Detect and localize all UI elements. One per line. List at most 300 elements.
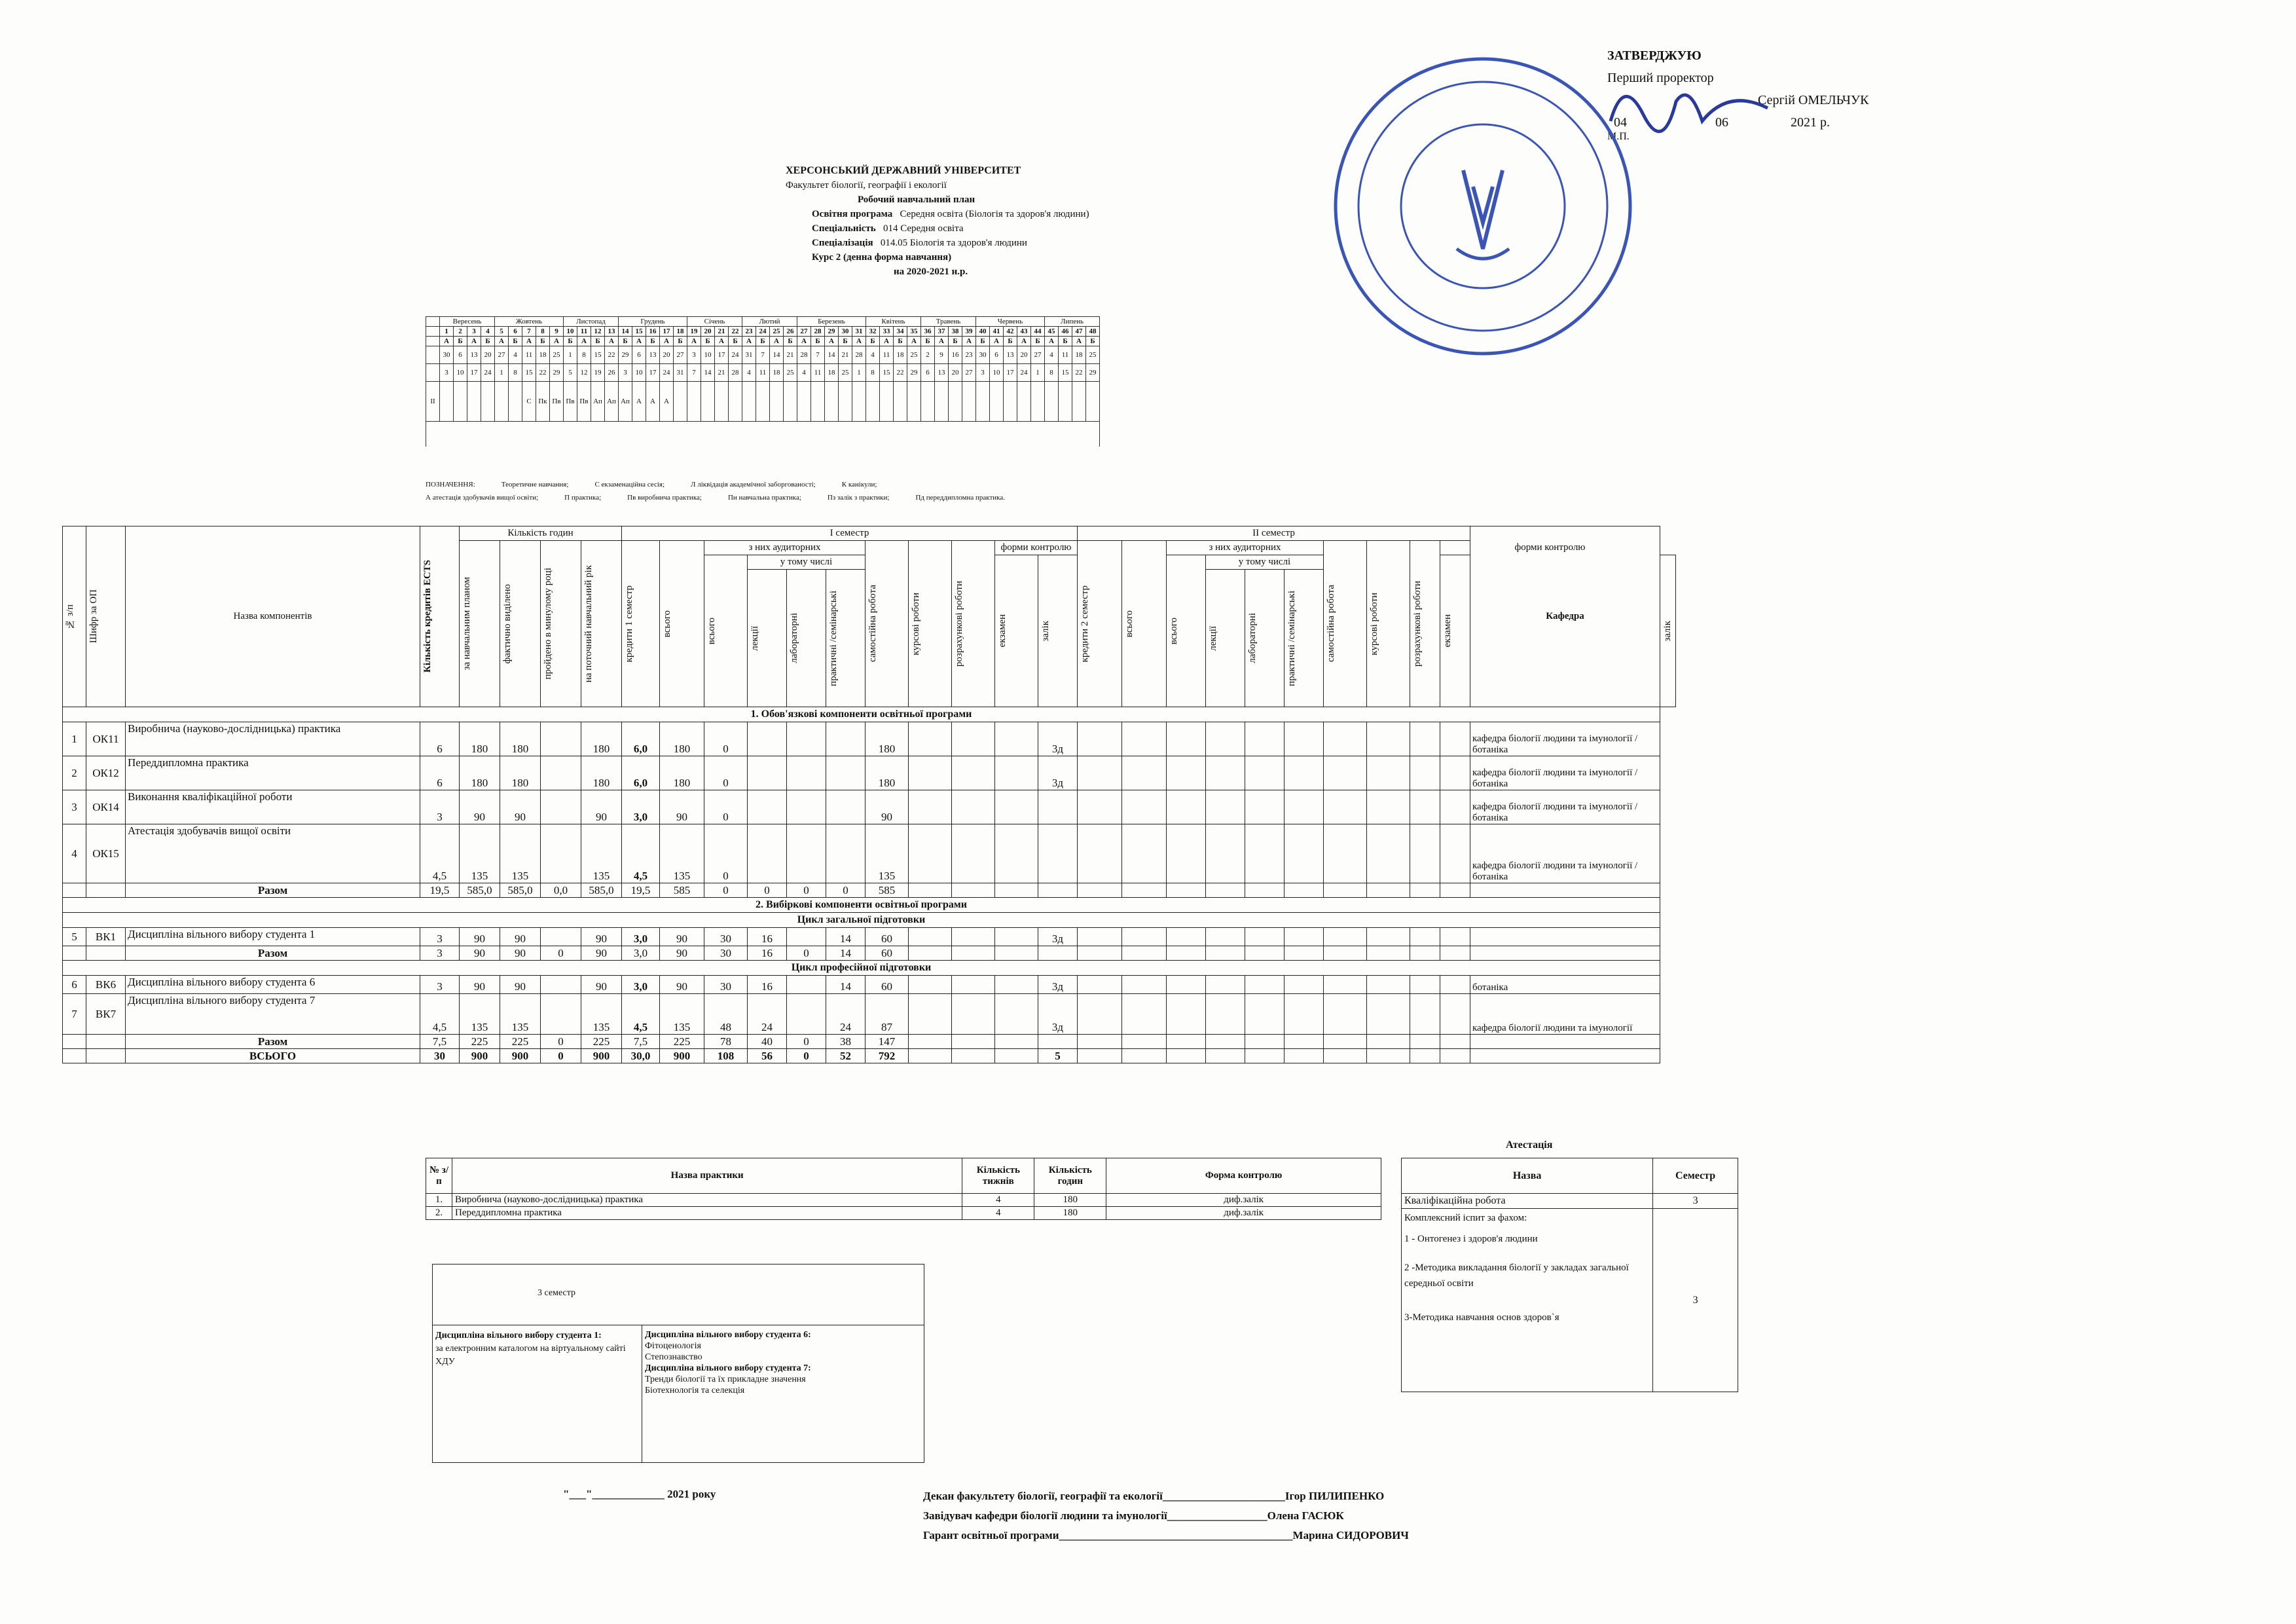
row-lab bbox=[787, 976, 826, 994]
sum-empty bbox=[1078, 1035, 1122, 1049]
sum-cur: 225 bbox=[581, 1035, 622, 1049]
row-code: ОК11 bbox=[86, 722, 126, 756]
sum-aud: 78 bbox=[704, 1035, 748, 1049]
row-sem2-cell bbox=[1324, 976, 1367, 994]
row-sem2-cell bbox=[1324, 994, 1367, 1035]
attestation-table bbox=[1401, 1158, 1738, 1392]
row-sem2-cell bbox=[1206, 756, 1245, 790]
week-start: 27 bbox=[1031, 346, 1045, 364]
practice-h-form: Форма контролю bbox=[1106, 1158, 1381, 1194]
week-end: 24 bbox=[481, 364, 495, 382]
row-num: 3 bbox=[63, 790, 86, 824]
month-cell: Січень bbox=[687, 317, 742, 327]
legend-item: С екзаменаційна сесія; bbox=[594, 481, 665, 489]
row-plan: 90 bbox=[460, 790, 500, 824]
week-start: 30 bbox=[976, 346, 990, 364]
row-exam bbox=[995, 928, 1038, 946]
cycle-2-title: Цикл професійної підготовки bbox=[63, 961, 1660, 976]
col-incl2: у тому числі bbox=[1206, 555, 1324, 570]
academic-year: на 2020-2021 н.р. bbox=[894, 267, 968, 277]
week-start: 2 bbox=[921, 346, 935, 364]
row-calc bbox=[952, 790, 995, 824]
row-sem2-cell bbox=[1367, 976, 1410, 994]
row-fact: 135 bbox=[500, 994, 541, 1035]
row-fact: 180 bbox=[500, 722, 541, 756]
week-start: 6 bbox=[990, 346, 1004, 364]
row-tot: 90 bbox=[660, 976, 704, 994]
week-start: 15 bbox=[591, 346, 605, 364]
sum-ects: 3 bbox=[420, 946, 460, 961]
week-start: 25 bbox=[550, 346, 564, 364]
week-number: 43 bbox=[1017, 327, 1031, 337]
row-fact: 135 bbox=[500, 824, 541, 883]
row-fact: 180 bbox=[500, 756, 541, 790]
row-plan: 180 bbox=[460, 756, 500, 790]
col-calc1: розрахункові роботи bbox=[954, 580, 964, 667]
sum-cur: 90 bbox=[581, 946, 622, 961]
col-all2: всього bbox=[1169, 617, 1179, 645]
sum-cr1: 19,5 bbox=[622, 883, 660, 898]
week-number: 10 bbox=[564, 327, 577, 337]
week-start: 7 bbox=[811, 346, 825, 364]
week-end: 11 bbox=[756, 364, 770, 382]
week-type: Б bbox=[921, 337, 935, 346]
table-row bbox=[63, 928, 1676, 946]
sum-test bbox=[1038, 946, 1078, 961]
week-start: 23 bbox=[962, 346, 976, 364]
sum-empty bbox=[1167, 1049, 1206, 1063]
week-type: А bbox=[632, 337, 646, 346]
activity-cell bbox=[742, 382, 756, 422]
row-cred1: 3,0 bbox=[622, 976, 660, 994]
row-self: 87 bbox=[866, 994, 909, 1035]
row-calc bbox=[952, 722, 995, 756]
legend-item: Л ліквідація академічної заборгованості; bbox=[691, 481, 816, 489]
course-label: II bbox=[426, 382, 440, 422]
row-dept bbox=[1470, 928, 1660, 946]
row-prev bbox=[541, 994, 581, 1035]
head-role: Завідувач кафедри біології людини та імунології bbox=[923, 1509, 1167, 1522]
week-number: 15 bbox=[632, 327, 646, 337]
row-self: 135 bbox=[866, 824, 909, 883]
week-start: 4 bbox=[866, 346, 880, 364]
row-sem2-cell bbox=[1440, 928, 1470, 946]
sum-cw bbox=[909, 1035, 952, 1049]
practice-form: диф.залік bbox=[1106, 1194, 1381, 1207]
week-start: 6 bbox=[454, 346, 467, 364]
week-number: 31 bbox=[852, 327, 866, 337]
sum-empty bbox=[1410, 1035, 1440, 1049]
week-type: А bbox=[577, 337, 591, 346]
week-end: 24 bbox=[660, 364, 674, 382]
week-number: 13 bbox=[605, 327, 619, 337]
sum-lab: 0 bbox=[787, 883, 826, 898]
row-sem2-cell bbox=[1122, 722, 1167, 756]
week-number: 12 bbox=[591, 327, 605, 337]
col-cw2: курсові роботи bbox=[1369, 592, 1379, 655]
sum-empty bbox=[1440, 1049, 1470, 1063]
approval-mp: М.П. bbox=[1607, 131, 1630, 142]
week-start: 20 bbox=[481, 346, 495, 364]
sum-empty bbox=[1367, 946, 1410, 961]
activity-cell: Пв bbox=[577, 382, 591, 422]
row-sem2-cell bbox=[1367, 790, 1410, 824]
activity-cell bbox=[990, 382, 1004, 422]
col-prac1: практичні /семінарські bbox=[828, 590, 839, 686]
dean-name: Ігор ПИЛИПЕНКО bbox=[1285, 1490, 1385, 1502]
week-type: А bbox=[907, 337, 921, 346]
row-sem2-cell bbox=[1324, 722, 1367, 756]
sum-prev: 0,0 bbox=[541, 883, 581, 898]
sum-tot: 585 bbox=[660, 883, 704, 898]
sum-row-1 bbox=[63, 883, 1676, 898]
row-test bbox=[1038, 824, 1078, 883]
approval-role: Перший проректор bbox=[1607, 71, 1714, 85]
row-sem2-cell bbox=[1367, 824, 1410, 883]
legend-item: П практика; bbox=[564, 494, 602, 502]
week-end: 3 bbox=[619, 364, 632, 382]
practice-hours: 180 bbox=[1034, 1207, 1106, 1220]
week-number: 20 bbox=[701, 327, 715, 337]
row-lab bbox=[787, 928, 826, 946]
specialty-label: Спеціальність bbox=[812, 223, 876, 234]
sum-empty bbox=[1206, 1049, 1245, 1063]
week-end: 1 bbox=[495, 364, 509, 382]
row-dept: кафедра біології людини та імунології / ботаніка bbox=[1470, 824, 1660, 883]
row-cred1: 4,5 bbox=[622, 824, 660, 883]
elective-7-item: Тренди біології та їх прикладне значення bbox=[645, 1375, 806, 1384]
week-number: 22 bbox=[729, 327, 742, 337]
sum-cw bbox=[909, 1049, 952, 1063]
date-line: "___"_____________ 2021 року bbox=[563, 1488, 716, 1500]
week-number: 4 bbox=[481, 327, 495, 337]
week-start: 27 bbox=[674, 346, 687, 364]
practice-weeks: 4 bbox=[962, 1194, 1034, 1207]
week-end: 24 bbox=[1017, 364, 1031, 382]
week-end: 8 bbox=[1045, 364, 1059, 382]
row-plan: 90 bbox=[460, 928, 500, 946]
row-pr: 14 bbox=[826, 928, 866, 946]
week-end: 4 bbox=[797, 364, 811, 382]
faculty-name: Факультет біології, географії і екології bbox=[786, 180, 947, 191]
activity-cell: А bbox=[632, 382, 646, 422]
sum-self: 792 bbox=[866, 1049, 909, 1063]
row-cred1: 3,0 bbox=[622, 928, 660, 946]
week-type: Б bbox=[976, 337, 990, 346]
row-ects: 4,5 bbox=[420, 824, 460, 883]
row-sem2-cell bbox=[1078, 928, 1122, 946]
sum-empty bbox=[1367, 883, 1410, 898]
week-type: Б bbox=[591, 337, 605, 346]
row-sem2-cell bbox=[1167, 790, 1206, 824]
row-sem2-cell bbox=[1245, 756, 1285, 790]
sum-calc bbox=[952, 1049, 995, 1063]
guarantor-name: Марина СИДОРОВИЧ bbox=[1292, 1529, 1409, 1541]
row-sem2-cell bbox=[1285, 994, 1324, 1035]
week-type: А bbox=[467, 337, 481, 346]
sum-prev: 0 bbox=[541, 1035, 581, 1049]
week-type: Б bbox=[866, 337, 880, 346]
doc-title: Робочий навчальний план bbox=[858, 194, 975, 205]
att-item: 1 - Онтогенез і здоров'я людини bbox=[1404, 1234, 1538, 1244]
week-type: А bbox=[962, 337, 976, 346]
activity-cell bbox=[770, 382, 784, 422]
row-cur: 90 bbox=[581, 976, 622, 994]
col-cred2: кредити 2 семестр bbox=[1080, 585, 1090, 663]
col-cur: на поточний навчальний рік bbox=[583, 564, 594, 683]
col-cred1: кредити 1 семестр bbox=[624, 585, 634, 663]
row-sem2-cell bbox=[1078, 756, 1122, 790]
sum-empty bbox=[1078, 1049, 1122, 1063]
week-number: 16 bbox=[646, 327, 660, 337]
week-type: Б bbox=[729, 337, 742, 346]
sum-empty bbox=[1206, 1035, 1245, 1049]
week-type: А bbox=[715, 337, 729, 346]
week-end: 17 bbox=[646, 364, 660, 382]
row-fact: 90 bbox=[500, 976, 541, 994]
week-start: 17 bbox=[715, 346, 729, 364]
week-end: 8 bbox=[866, 364, 880, 382]
sum-empty bbox=[1122, 946, 1167, 961]
activity-cell: С bbox=[522, 382, 536, 422]
sum-aud: 108 bbox=[704, 1049, 748, 1063]
row-cw bbox=[909, 994, 952, 1035]
row-aud: 30 bbox=[704, 976, 748, 994]
week-type: Б bbox=[1004, 337, 1017, 346]
week-end: 4 bbox=[742, 364, 756, 382]
activity-cell: Пв bbox=[564, 382, 577, 422]
week-end: 21 bbox=[715, 364, 729, 382]
activity-cell bbox=[701, 382, 715, 422]
col-total1: всього bbox=[662, 610, 672, 638]
week-number: 38 bbox=[949, 327, 962, 337]
row-exam bbox=[995, 994, 1038, 1035]
row-ects: 3 bbox=[420, 790, 460, 824]
activity-cell bbox=[935, 382, 949, 422]
row-test bbox=[1038, 790, 1078, 824]
col-num: № з/п bbox=[65, 604, 75, 629]
att-r2-sem: 3 bbox=[1653, 1209, 1738, 1392]
week-start: 28 bbox=[852, 346, 866, 364]
week-number: 21 bbox=[715, 327, 729, 337]
activity-cell bbox=[495, 382, 509, 422]
activity-cell bbox=[454, 382, 467, 422]
week-end: 25 bbox=[784, 364, 797, 382]
program-label: Освітня програма bbox=[812, 209, 893, 219]
row-sem2-cell bbox=[1167, 824, 1206, 883]
month-cell: Липень bbox=[1045, 317, 1100, 327]
practice-n: 1. bbox=[426, 1194, 452, 1207]
row-lab bbox=[787, 790, 826, 824]
row-sem2-cell bbox=[1122, 790, 1167, 824]
table-row bbox=[63, 994, 1676, 1035]
row-ects: 6 bbox=[420, 756, 460, 790]
row-name: Дисципліна вільного вибору студента 6 bbox=[126, 976, 420, 994]
sum-empty bbox=[1285, 1035, 1324, 1049]
month-cell: Грудень bbox=[619, 317, 687, 327]
week-start: 7 bbox=[756, 346, 770, 364]
week-type: А bbox=[687, 337, 701, 346]
week-start: 28 bbox=[797, 346, 811, 364]
row-lab bbox=[787, 994, 826, 1035]
row-cur: 180 bbox=[581, 722, 622, 756]
row-sem2-cell bbox=[1367, 994, 1410, 1035]
week-type: Б bbox=[839, 337, 852, 346]
col-fact: фактично виділено bbox=[502, 583, 513, 664]
row-aud: 0 bbox=[704, 824, 748, 883]
col-hours: Кількість годин bbox=[460, 526, 622, 541]
row-pr: 14 bbox=[826, 976, 866, 994]
week-number: 23 bbox=[742, 327, 756, 337]
week-end: 15 bbox=[522, 364, 536, 382]
week-start: 11 bbox=[880, 346, 894, 364]
col-lect1: лекції bbox=[750, 625, 760, 651]
activity-cell bbox=[784, 382, 797, 422]
week-start: 4 bbox=[1045, 346, 1059, 364]
row-lab bbox=[787, 722, 826, 756]
activity-cell: А bbox=[660, 382, 674, 422]
row-sem2-cell bbox=[1245, 976, 1285, 994]
signatures: Декан факультету біології, географії та екології______________________Ігор ПИЛИПЕНКО Завідувач кафедри біології людини та імунології__________________Олена ГАСЮК Гарант освітньої програми__________________________________________Марина СИДОРОВИЧ bbox=[923, 1490, 1409, 1541]
row-lab bbox=[787, 824, 826, 883]
sum-pr: 38 bbox=[826, 1035, 866, 1049]
row-num: 5 bbox=[63, 928, 86, 946]
week-start: 18 bbox=[894, 346, 907, 364]
sum-lec: 56 bbox=[748, 1049, 787, 1063]
col-sem2: ІІ семестр bbox=[1078, 526, 1470, 541]
row-cur: 90 bbox=[581, 928, 622, 946]
row-name: Переддипломна практика bbox=[126, 756, 420, 790]
row-sem2-cell bbox=[1167, 976, 1206, 994]
week-type: А bbox=[522, 337, 536, 346]
sum-aud: 30 bbox=[704, 946, 748, 961]
activity-cell: Пв bbox=[550, 382, 564, 422]
row-code: ОК14 bbox=[86, 790, 126, 824]
activity-cell bbox=[866, 382, 880, 422]
row-cred1: 6,0 bbox=[622, 722, 660, 756]
week-end: 10 bbox=[990, 364, 1004, 382]
col-name: Назва компонентів bbox=[126, 526, 420, 707]
week-end: 25 bbox=[839, 364, 852, 382]
week-number: 39 bbox=[962, 327, 976, 337]
document-header bbox=[786, 164, 1309, 279]
row-ects: 4,5 bbox=[420, 994, 460, 1035]
week-end: 28 bbox=[729, 364, 742, 382]
week-start: 29 bbox=[619, 346, 632, 364]
col-code: Шифр за ОП bbox=[88, 589, 99, 644]
week-number: 28 bbox=[811, 327, 825, 337]
month-cell: Жовтень bbox=[495, 317, 564, 327]
activity-cell bbox=[1031, 382, 1045, 422]
sum-num bbox=[63, 1049, 86, 1063]
table-row bbox=[63, 722, 1676, 756]
row-sem2-cell bbox=[1410, 824, 1440, 883]
activity-cell bbox=[1004, 382, 1017, 422]
row-test: 3д bbox=[1038, 756, 1078, 790]
week-number: 30 bbox=[839, 327, 852, 337]
row-exam bbox=[995, 824, 1038, 883]
section-1-title: 1. Обов'язкові компоненти освітньої програми bbox=[63, 707, 1660, 722]
electives-semester: 3 семестр bbox=[538, 1288, 576, 1298]
week-start: 16 bbox=[949, 346, 962, 364]
activity-cell bbox=[1059, 382, 1072, 422]
row-sem2-cell bbox=[1440, 994, 1470, 1035]
col-lab2: лабораторні bbox=[1247, 613, 1258, 663]
week-start: 13 bbox=[646, 346, 660, 364]
week-end: 19 bbox=[591, 364, 605, 382]
col-cw1: курсові роботи bbox=[911, 592, 921, 655]
row-sem2-cell bbox=[1206, 928, 1245, 946]
legend bbox=[426, 478, 1669, 504]
sum-prev: 0 bbox=[541, 946, 581, 961]
legend-item: Пз залік з практики; bbox=[827, 494, 890, 502]
sum-empty bbox=[1206, 883, 1245, 898]
row-sem2-cell bbox=[1122, 824, 1167, 883]
activity-cell: Ап bbox=[591, 382, 605, 422]
row-sem2-cell bbox=[1206, 790, 1245, 824]
approval-day: 04 bbox=[1614, 115, 1627, 130]
row-ects: 6 bbox=[420, 722, 460, 756]
col-self2: самостійна робота bbox=[1326, 585, 1336, 663]
week-end: 1 bbox=[1031, 364, 1045, 382]
row-sem2-cell bbox=[1122, 756, 1167, 790]
row-name: Виконання кваліфікаційної роботи bbox=[126, 790, 420, 824]
sum-row-2 bbox=[63, 946, 1676, 961]
row-ects: 3 bbox=[420, 976, 460, 994]
week-number: 2 bbox=[454, 327, 467, 337]
sum-exam bbox=[995, 946, 1038, 961]
sum-empty bbox=[1470, 946, 1660, 961]
week-type: Б bbox=[454, 337, 467, 346]
row-sem2-cell bbox=[1440, 976, 1470, 994]
sum-self: 147 bbox=[866, 1035, 909, 1049]
row-sem2-cell bbox=[1078, 790, 1122, 824]
row-sem2-cell bbox=[1206, 976, 1245, 994]
week-type: Б bbox=[536, 337, 550, 346]
row-test: 3д bbox=[1038, 722, 1078, 756]
row-sem2-cell bbox=[1245, 994, 1285, 1035]
approval-month: 06 bbox=[1715, 115, 1728, 130]
row-lec: 24 bbox=[748, 994, 787, 1035]
sum-pr: 14 bbox=[826, 946, 866, 961]
row-test: 3д bbox=[1038, 994, 1078, 1035]
sum-num bbox=[63, 883, 86, 898]
row-cred1: 6,0 bbox=[622, 756, 660, 790]
row-sem2-cell bbox=[1245, 928, 1285, 946]
sum-empty bbox=[1167, 946, 1206, 961]
col-aud2: з них аудиторних bbox=[1167, 541, 1324, 555]
sum-label: Разом bbox=[126, 1035, 420, 1049]
row-calc bbox=[952, 928, 995, 946]
activity-cell bbox=[976, 382, 990, 422]
activity-cell bbox=[825, 382, 839, 422]
week-start: 18 bbox=[536, 346, 550, 364]
sum-empty bbox=[1285, 883, 1324, 898]
week-type: Б bbox=[1086, 337, 1100, 346]
row-exam bbox=[995, 722, 1038, 756]
signature-mark bbox=[1597, 62, 1794, 154]
row-sem2-cell bbox=[1440, 824, 1470, 883]
row-self: 180 bbox=[866, 722, 909, 756]
week-number: 33 bbox=[880, 327, 894, 337]
week-start: 3 bbox=[687, 346, 701, 364]
sum-empty bbox=[1440, 946, 1470, 961]
sum-cr1: 30,0 bbox=[622, 1049, 660, 1063]
activity-cell bbox=[797, 382, 811, 422]
sum-self: 585 bbox=[866, 883, 909, 898]
week-type: Б bbox=[564, 337, 577, 346]
practice-name: Виробнича (науково-дослідницька) практика bbox=[452, 1194, 962, 1207]
